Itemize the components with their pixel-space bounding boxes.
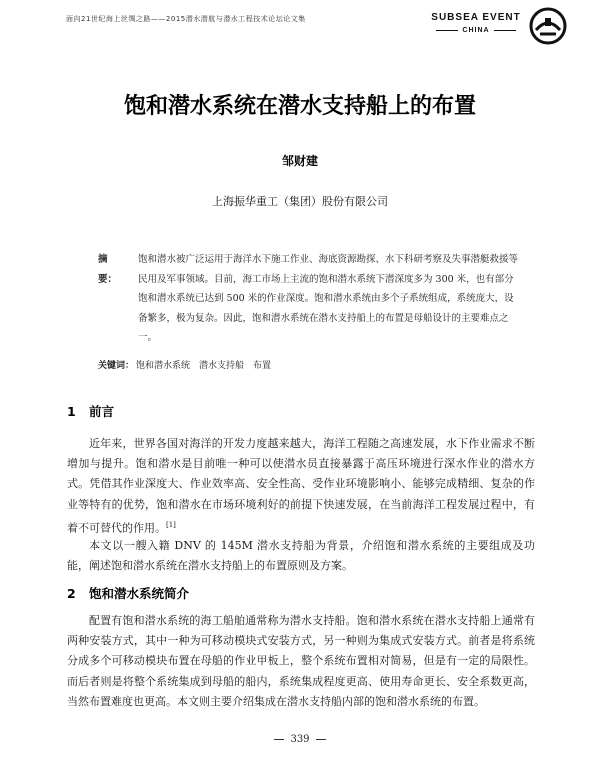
section-2-paragraph-1: 配置有饱和潜水系统的海工船舶通常称为潜水支持船。饱和潜水系统在潜水支持船上通常有两种安装方式，其中一种为可移动模块式安装方式，另一种则为集成式安装方式。前者是将系统分成多个可移动模块布置在母船的作业甲板上，整个系统布置相对简易，但是有一定的局限性。而后者则是将整个系统集成到母船的船内，系统集成程度更高、使用寿命更长、安全系数更高，当然布置难度也更高。本文则主要介绍集成在潜水支持船内部的饱和潜水系统的布置。 xyxy=(67,614,535,708)
abstract xyxy=(98,250,518,348)
logo-subtitle: CHINA xyxy=(426,27,526,34)
page-number: 339 xyxy=(0,734,600,745)
section-number: 2 xyxy=(67,586,76,601)
keywords-list: 饱和潜水系统 潜水支持船 布置 xyxy=(136,361,272,371)
paragraph-text: 近年来，世界各国对海洋的开发力度越来越大，海洋工程随之高速发展，水下作业需求不断增加与提升。饱和潜水是目前唯一种可以使潜水员直接暴露于高压环境进行深水作业的潜水方式。凭借其作业深度大、作业效率高、安全性高、受作业环境影响小、能够完成精细、复杂的作业等特有的优势，饱和潜水在市场环境利好的前提下快速发展，在当前海洋工程发展过程中，有着不可替代的作用。 xyxy=(67,437,535,535)
paper-title: 饱和潜水系统在潜水支持船上的布置 xyxy=(123,94,476,119)
subsea-emblem-icon xyxy=(528,6,568,46)
section-heading-2 xyxy=(67,584,189,602)
citation-ref: [1] xyxy=(166,520,176,529)
section-title: 前言 xyxy=(89,404,115,419)
keywords xyxy=(98,358,518,371)
abstract-label: 摘 要： xyxy=(98,254,118,285)
logo-text: SUBSEA EVENT xyxy=(431,12,521,23)
section-number: 1 xyxy=(67,404,76,419)
author-name: 邹财建 xyxy=(281,154,318,168)
running-header: 面向21世纪海上丝绸之路——2015潜水潜航与潜水工程技术论坛论文集 xyxy=(66,15,306,23)
abstract-text: 饱和潜水被广泛运用于海洋水下施工作业、海底资源勘探、水下科研考察及失事潜艇救援等民用及军事领域。目前，海工市场上主流的饱和潜水系统下潜深度多为 300 米，也有部分饱和潜水系统已达到 500 米的作业深度。饱和潜水系统由多个子系统组成，系统庞大，设备繁多，极为复杂。因此，饱和潜水系统在潜水支持船上的布置是母船设计的主要难点之一。 xyxy=(138,254,519,343)
section-heading-1 xyxy=(67,402,114,420)
keywords-label: 关键词： xyxy=(98,361,135,371)
author-affiliation: 上海振华重工（集团）股份有限公司 xyxy=(212,195,388,208)
section-1-paragraph-2: 本文以一艘入籍 DNV 的 145M 潜水支持船为背景，介绍饱和潜水系统的主要组成及功能，阐述饱和潜水系统在潜水支持船上的布置原则及方案。 xyxy=(67,539,535,573)
section-1-paragraph-1 xyxy=(67,434,535,539)
section-title: 饱和潜水系统简介 xyxy=(89,586,190,601)
